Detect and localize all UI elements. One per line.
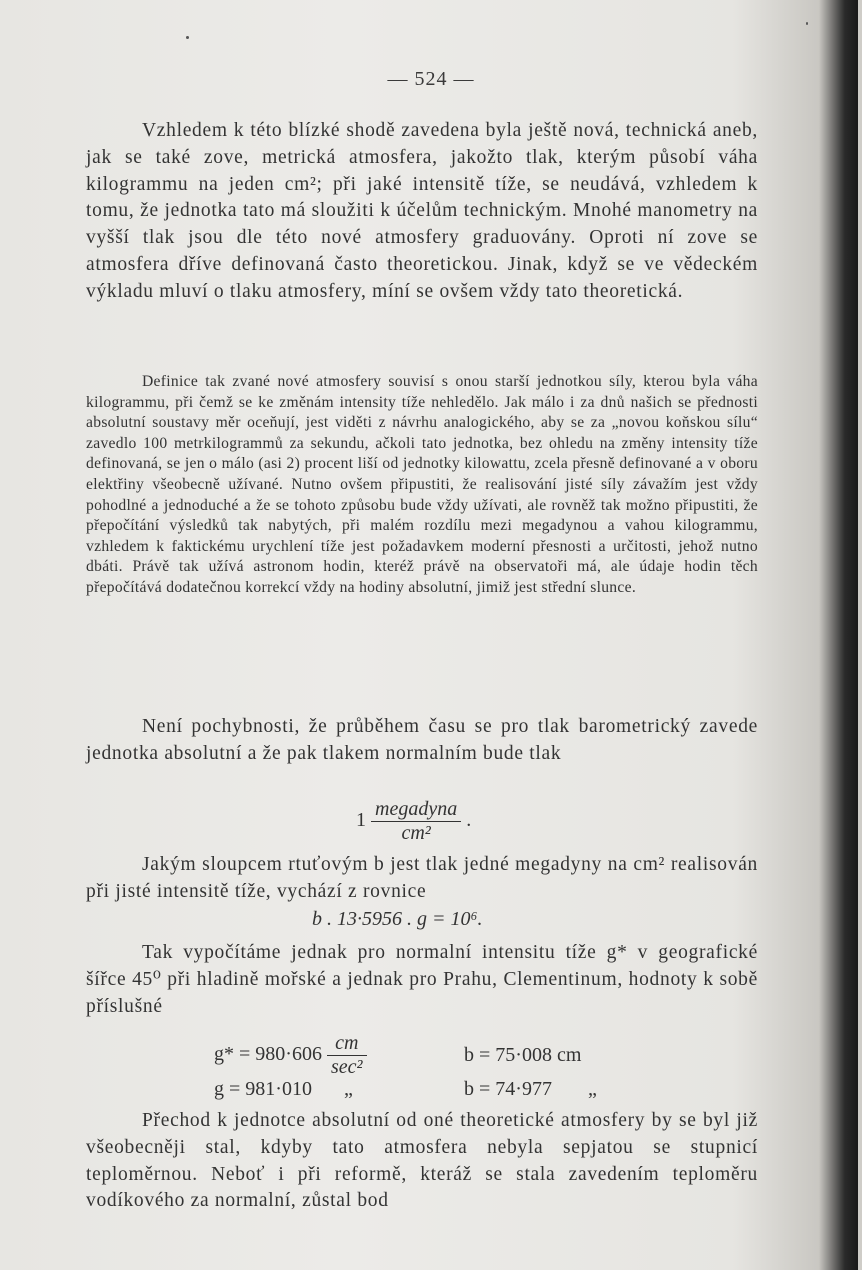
equation-values-row-2 [214, 1078, 634, 1101]
paragraph-main-5: Přechod k jednotce absolutní od oné theoretické atmosfery by se byl již všeobecněji stal, kdyby tato atmosfera nebyla sepjatou se stupnicí teploměrnou. Neboť i při reformě, kteráž se stala zavedením teploměru vodíkového za normalní, zůstal bod [86, 1110, 758, 1212]
equation-period: . [466, 809, 472, 832]
equation-values-row-1 [214, 1032, 634, 1079]
gravity-normal-value: g* = 980·606 [214, 1043, 322, 1066]
paragraph-main-3: Jakým sloupcem rtuťovým b jest tlak jedné megadyny na cm² realisován při jisté intensitě tíže, vychází z rovnice [86, 854, 758, 902]
unit-fraction [327, 1032, 367, 1079]
paper-speck [186, 36, 189, 39]
unit-denominator: sec² [330, 1056, 363, 1078]
fraction-numerator: megadyna [371, 798, 461, 822]
paragraph-main-4: Tak vypočítáme jednak pro normalní intensitu tíže g* v geografické šířce 45⁰ při hladině mořské a jednak pro Prahu, Clementinum, hodnoty k sobě příslušné [86, 942, 758, 1017]
column-normal-value: b = 75·008 cm [464, 1044, 582, 1066]
equation-column-height: b . 13·5956 . g = 10⁶. [312, 908, 483, 930]
paper-speck [806, 22, 808, 25]
ditto-mark-2: „ [588, 1078, 597, 1100]
fraction-denominator: cm² [401, 822, 431, 844]
equation-normal-pressure [356, 798, 471, 845]
page-number: — 524 — [387, 68, 475, 90]
column-prague-value: b = 74·977 [464, 1078, 552, 1100]
paragraph-small-note: Definice tak zvané nové atmosfery souvisí s onou starší jednotkou síly, kterou byla váha kilogrammu, při čemž se ke změnám intensity tíže nehledělo. Jak málo i za dnů našich se přednosti absolutní soustavy měr oceňují, jest viděti z návrhu analogického, aby se za „novou koňskou sílu“ zavedlo 100 metrkilogrammů za sekundu, ačkoli tato jednotka, bez ohledu na změny intensity tíže definovaná, se jen o málo (asi 2) procent liší od jednotky kilowattu, zcela přesně definované a v oboru elektřiny všeobecně užívané. Nutno ovšem připustiti, že realisování jisté síly závažím jest vždy pohodlné a jednoduché a že se tohoto způsobu bude vždy užívati, ale rovněž tak možno připustiti, že přepočítání výsledků tak nabytých, při malém rozdílu mezi megadynou a vahou kilogrammu, vzhledem k faktickému urychlení tíže jest požadavkem moderní přesnosti a určitosti, jehož nutno dbáti. Právě tak užívá astronom hodin, kteréž právě na observatoři má, ale údaje hodin těch přepočítává dodatečnou korrekcí vždy na hodiny absolutní, jimiž jest střední slunce. [86, 373, 758, 596]
equation-coefficient: 1 [356, 809, 366, 832]
gravity-prague-value: g = 981·010 [214, 1078, 312, 1100]
page-edge [858, 0, 862, 1270]
ditto-mark: „ [344, 1078, 353, 1100]
paragraph-main-2: Není pochybnosti, že průběhem času se pro tlak barometrický zavede jednotka absolutní a že pak tlakem normalním bude tlak [86, 716, 758, 764]
unit-numerator: cm [327, 1032, 367, 1056]
paragraph-main-1: Vzhledem k této blízké shodě zavedena byla ještě nová, technická aneb, jak se také zove, metrická atmosfera, jakožto tlak, kterým působí váha kilogrammu na jeden cm²; při jaké intensitě tíže, se neudává, vzhledem k tomu, že jednotka tato má sloužiti k účelům technickým. Mnohé manometry na vyšší tlak jsou dle této nové atmosfery graduovány. Oproti ní zove se atmosfera dříve definovaná často theoretickou. Jinak, když se ve vědeckém výkladu mluví o tlaku atmosfery, míní se ovšem vždy tato theoretická. [86, 120, 758, 302]
equation-fraction [371, 798, 461, 845]
